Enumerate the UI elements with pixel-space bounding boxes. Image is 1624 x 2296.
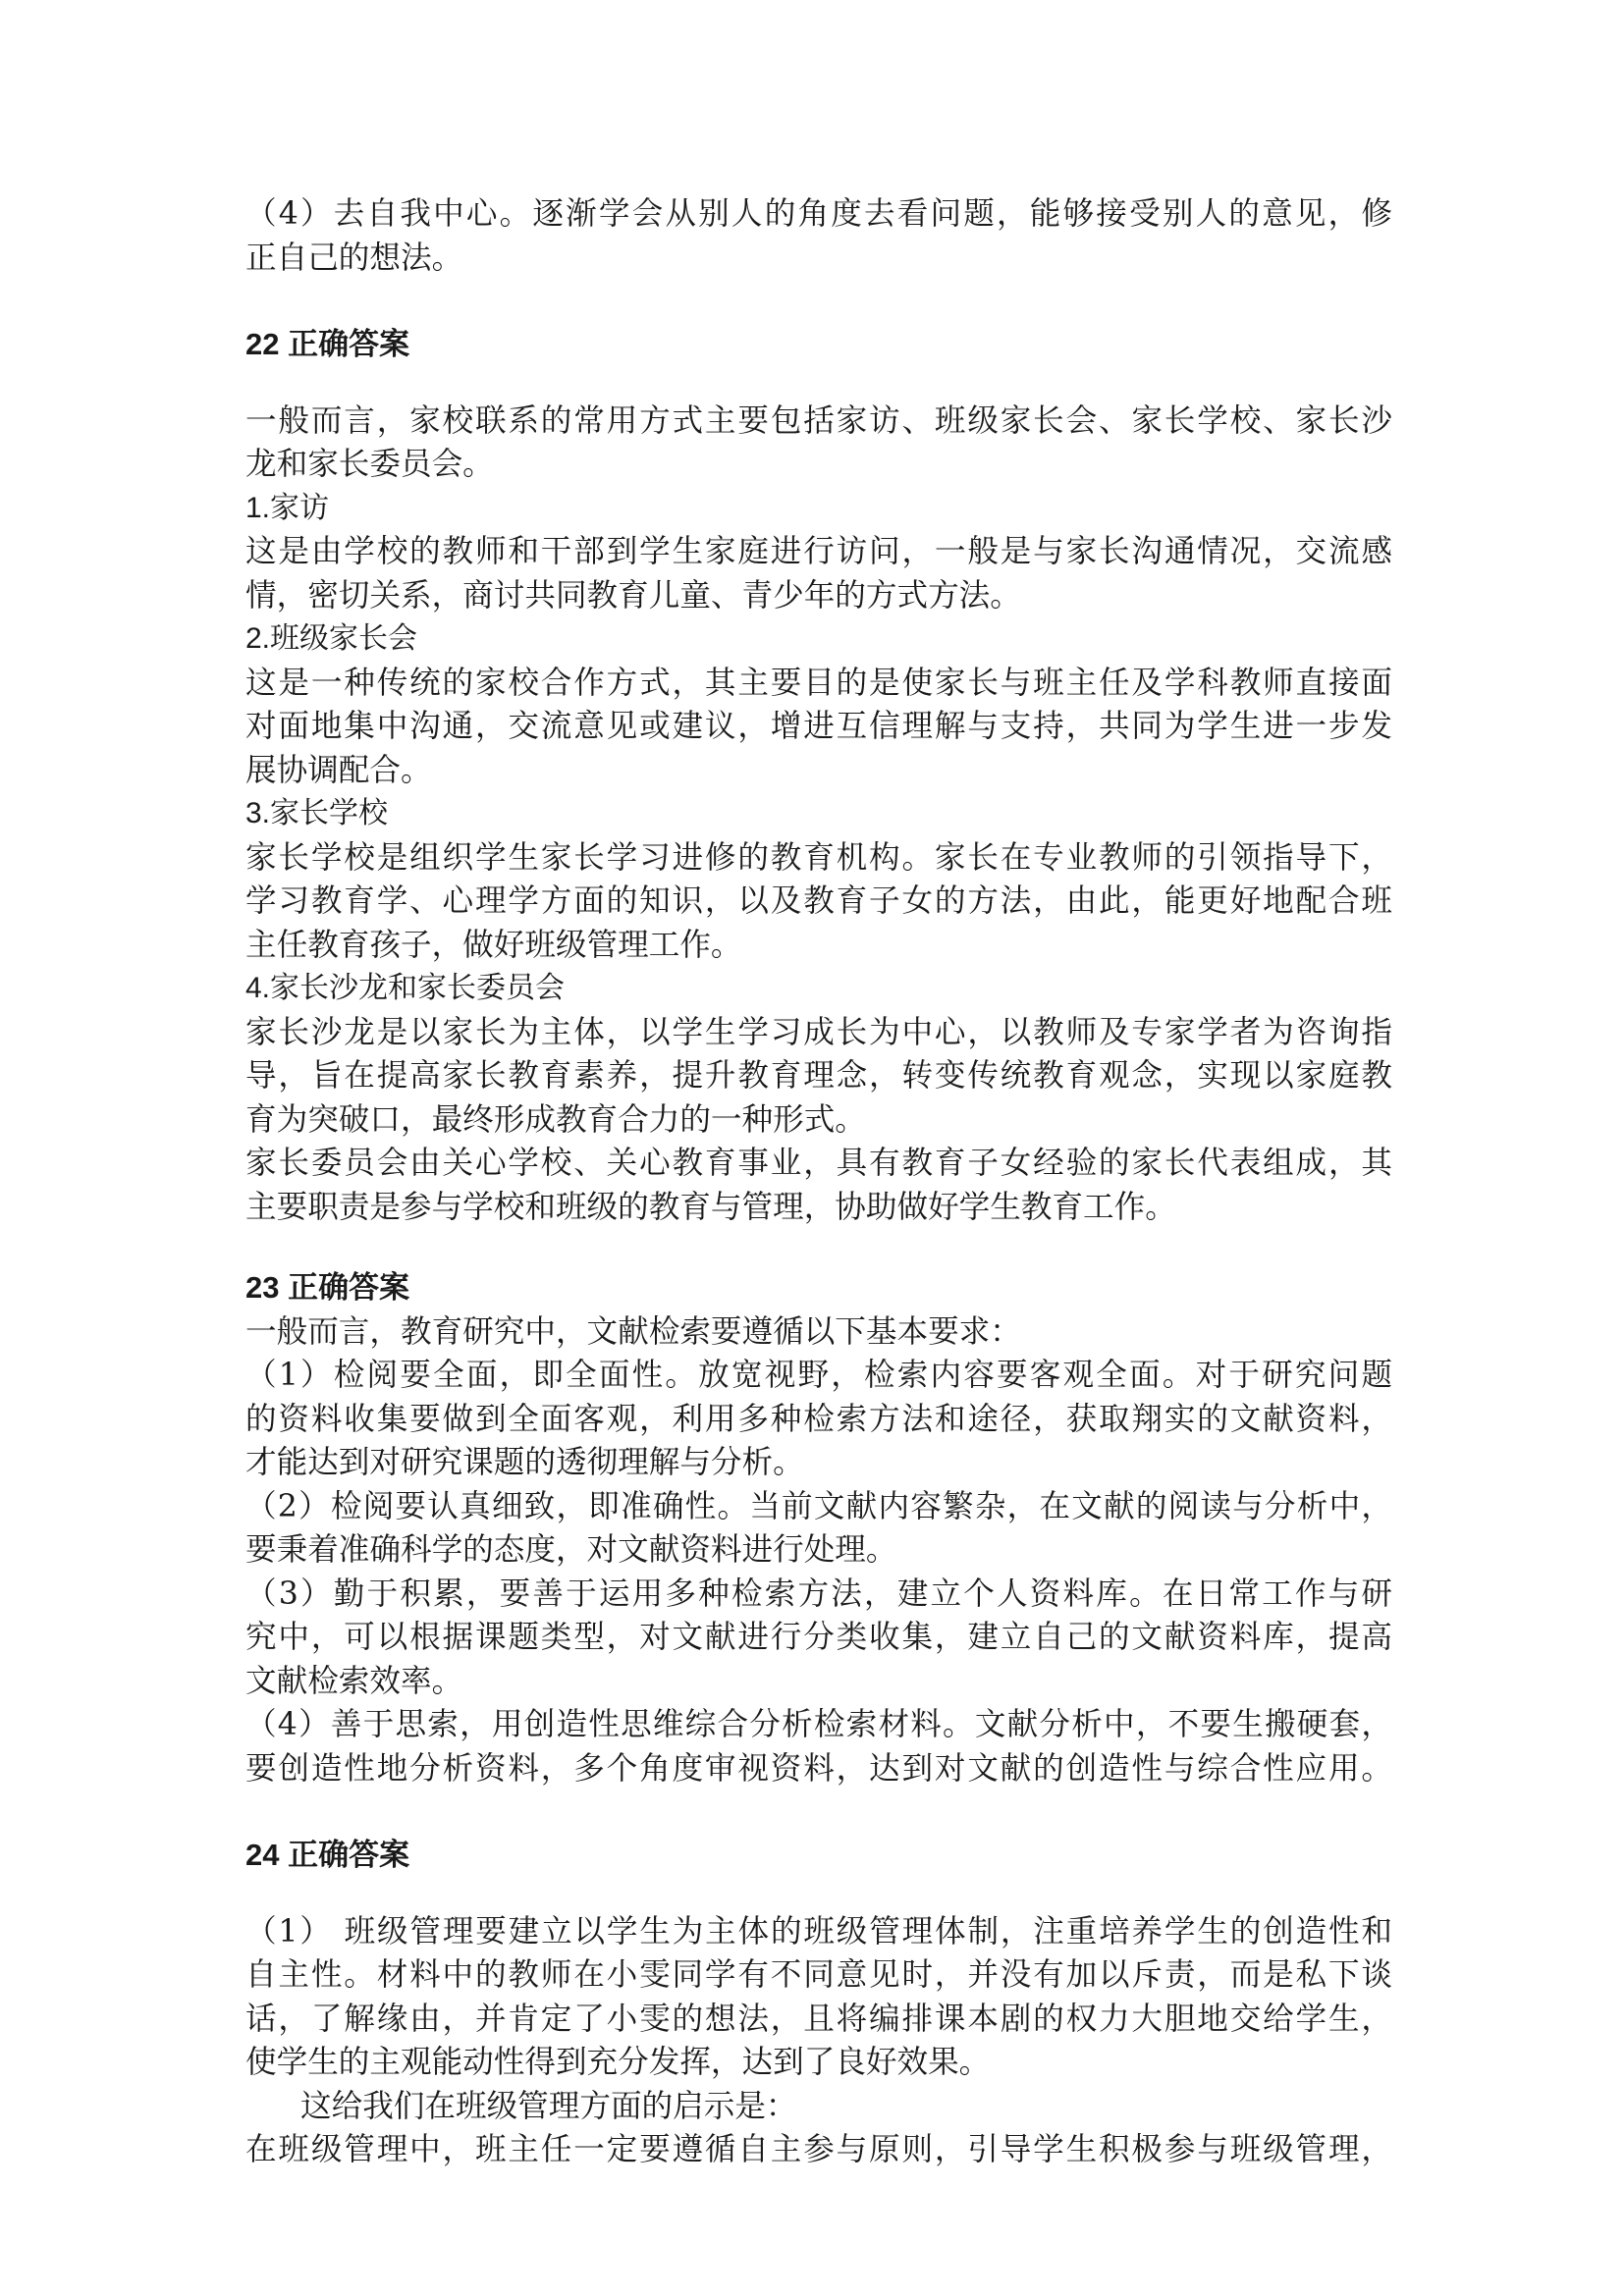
text-line: 学习教育学、心理学方面的知识，以及教育子女的方法，由此，能更好地配合班 (245, 883, 1392, 919)
subsection-title: 2.班级家长会 (245, 622, 418, 655)
text-line: 要创造性地分析资料，多个角度审视资料，达到对文献的创造性与综合性应用。 (245, 1750, 1392, 1787)
text-line: 家长委员会由关心学校、关心教育事业，具有教育子女经验的家长代表组成，其 (245, 1146, 1392, 1181)
text-line: 正自己的想法。 (245, 240, 463, 276)
text-line: （4）去自我中心。逐渐学会从别人的角度去看问题，能够接受别人的意见，修 (245, 196, 1392, 232)
subsection-title: 4.家长沙龙和家长委员会 (245, 972, 566, 1004)
text-line: 的资料收集要做到全面客观，利用多种检索方法和途径，获取翔实的文献资料， (245, 1401, 1392, 1437)
text-line: 究中，可以根据课题类型，对文献进行分类收集，建立自己的文献资料库，提高 (245, 1620, 1392, 1655)
section-heading: 22 正确答案 (245, 327, 410, 361)
text-line: 使学生的主观能动性得到充分发挥，达到了良好效果。 (245, 2045, 991, 2080)
text-line: 情，密切关系，商讨共同教育儿童、青少年的方式方法。 (245, 577, 1021, 614)
text-line: （1）检阅要全面，即全面性。放宽视野，检索内容要客观全面。对于研究问题 (245, 1358, 1392, 1393)
text-line: 展协调配合。 (245, 752, 432, 788)
text-line: 话，了解缘由，并肯定了小雯的想法，且将编排课本剧的权力大胆地交给学生， (245, 2001, 1392, 2037)
section-heading: 23 正确答案 (245, 1270, 410, 1305)
text-line: 文献检索效率。 (245, 1663, 463, 1699)
text-line: 这是由学校的教师和干部到学生家庭进行访问，一般是与家长沟通情况，交流感 (245, 534, 1392, 569)
subsection-title: 3.家长学校 (245, 797, 389, 829)
text-line: 主任教育孩子，做好班级管理工作。 (245, 927, 742, 963)
text-line: 育为突破口，最终形成教育合力的一种形式。 (245, 1101, 866, 1138)
text-line: 要秉着准确科学的态度，对文献资料进行处理。 (245, 1532, 897, 1568)
text-line: 家长沙龙是以家长为主体，以学生学习成长为中心，以教师及专家学者为咨询指 (245, 1014, 1392, 1050)
text-line: 自主性。材料中的教师在小雯同学有不同意见时，并没有加以斥责，而是私下谈 (245, 1957, 1392, 1993)
text-line: 家长学校是组织学生家长学习进修的教育机构。家长在专业教师的引领指导下， (245, 839, 1392, 876)
text-line: （4）善于思索，用创造性思维综合分析检索材料。文献分析中，不要生搬硬套， (245, 1707, 1392, 1742)
text-line: （3）勤于积累，要善于运用多种检索方法，建立个人资料库。在日常工作与研 (245, 1575, 1392, 1612)
document-page (245, 192, 1392, 2172)
text-line: 一般而言，教育研究中，文献检索要遵循以下基本要求： (245, 1313, 1021, 1350)
text-line: （1） 班级管理要建立以学生为主体的班级管理体制，注重培养学生的创造性和 (245, 1913, 1392, 1949)
text-line: 龙和家长委员会。 (245, 447, 494, 482)
subsection-title: 1.家访 (245, 491, 330, 524)
text-line: 才能达到对研究课题的透彻理解与分析。 (245, 1445, 804, 1480)
text-line: 导，旨在提高家长教育素养，提升教育理念，转变传统教育观念，实现以家庭教 (245, 1058, 1392, 1094)
text-line: 这给我们在班级管理方面的启示是： (300, 2088, 797, 2124)
text-line: 这是一种传统的家校合作方式，其主要目的是使家长与班主任及学科教师直接面 (245, 665, 1392, 701)
text-line: 在班级管理中，班主任一定要遵循自主参与原则，引导学生积极参与班级管理， (245, 2132, 1392, 2167)
text-line: 主要职责是参与学校和班级的教育与管理，协助做好学生教育工作。 (245, 1189, 1176, 1225)
text-line: 对面地集中沟通，交流意见或建议，增进互信理解与支持，共同为学生进一步发 (245, 709, 1392, 744)
text-line: （2）检阅要认真细致，即准确性。当前文献内容繁杂，在文献的阅读与分析中， (245, 1488, 1392, 1524)
text-line: 一般而言，家校联系的常用方式主要包括家访、班级家长会、家长学校、家长沙 (245, 402, 1392, 439)
section-heading: 24 正确答案 (245, 1838, 410, 1872)
